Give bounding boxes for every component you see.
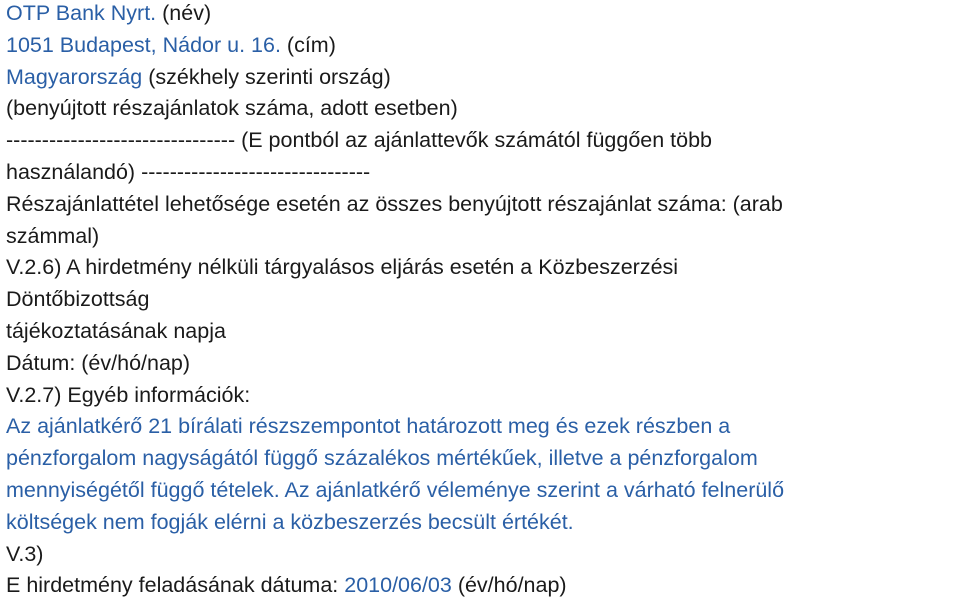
partial-offer-count-label: Részajánlattétel lehetősége esetén az összes benyújtott részajánlat száma: (arab <box>6 191 783 216</box>
line-5 <box>6 125 954 157</box>
line-9 <box>6 252 954 284</box>
section-v-2-6-heading-cont: Döntőbizottság <box>6 287 150 312</box>
other-info-text-3: mennyiségétől függő tételek. Az ajánlatkérő véleménye szerint a várható felnerülő <box>6 477 785 502</box>
bank-country: Magyarország <box>6 64 143 89</box>
section-v-3-heading: V.3) <box>6 541 44 566</box>
dispatch-date-format: (év/hó/nap) <box>451 573 567 598</box>
notification-date-label: tájékoztatásának napja <box>6 318 226 343</box>
line-7 <box>6 189 954 221</box>
country-label: (székhely szerinti ország) <box>142 64 391 89</box>
line-3 <box>6 62 954 94</box>
line-16 <box>6 475 954 507</box>
line-1 <box>6 0 954 30</box>
line-17 <box>6 507 954 539</box>
partial-offer-count-label-cont: számmal) <box>6 223 100 248</box>
line-12 <box>6 348 954 380</box>
other-info-text-4: költségek nem fogják elérni a közbeszerzés becsült értékét. <box>6 509 574 534</box>
separator-note: -------------------------------- (E pontból az ajánlattevők számától függően több <box>6 128 713 153</box>
date-format-label: Dátum: (év/hó/nap) <box>6 350 191 375</box>
line-11 <box>6 316 954 348</box>
address-label: (cím) <box>280 32 336 57</box>
partial-offers-label: (benyújtott részajánlatok száma, adott esetben) <box>6 96 458 121</box>
bank-name: OTP Bank Nyrt. <box>6 1 157 25</box>
line-8 <box>6 221 954 253</box>
line-14 <box>6 411 954 443</box>
section-v-2-6-heading: V.2.6) A hirdetmény nélküli tárgyalásos eljárás esetén a Közbeszerzési <box>6 255 679 280</box>
dispatch-date-value: 2010/06/03 <box>344 573 452 598</box>
line-13 <box>6 380 954 412</box>
name-label: (név) <box>156 1 212 25</box>
line-19 <box>6 570 954 602</box>
bank-address: 1051 Budapest, Nádor u. 16. <box>6 32 281 57</box>
other-info-text-2: pénzforgalom nagyságától függő százalékos mértékűek, illetve a pénzforgalom <box>6 446 758 471</box>
line-6 <box>6 157 954 189</box>
line-4 <box>6 93 954 125</box>
separator-note-cont: használandó) -------------------------------- <box>6 159 371 184</box>
dispatch-date-label: E hirdetmény feladásának dátuma: <box>6 573 345 598</box>
other-info-text-1: Az ajánlatkérő 21 bírálati részszempontot határozott meg és ezek részben a <box>6 414 731 439</box>
line-10 <box>6 284 954 316</box>
line-18 <box>6 539 954 571</box>
line-2 <box>6 30 954 62</box>
section-v-2-7-heading: V.2.7) Egyéb információk: <box>6 382 251 407</box>
line-15 <box>6 443 954 475</box>
